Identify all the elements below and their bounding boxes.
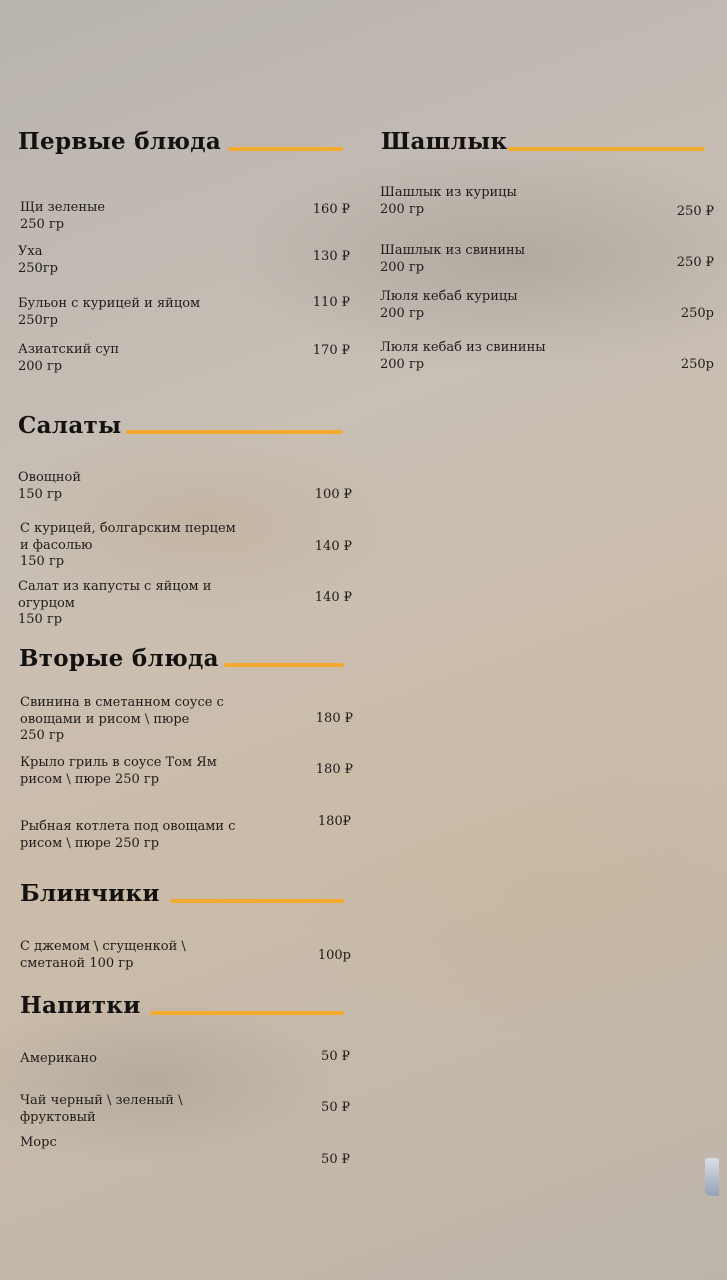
section-title-second: Вторые блюда bbox=[19, 645, 219, 672]
menu-item-price: 100р bbox=[317, 948, 351, 963]
corner-sticker-icon bbox=[705, 1158, 719, 1196]
menu-item-price: 50 ₽ bbox=[321, 1100, 350, 1115]
menu-item-price: 160 ₽ bbox=[312, 202, 350, 217]
menu-item-name: Уха 250гр bbox=[18, 244, 58, 276]
menu-item-price: 250 ₽ bbox=[676, 204, 714, 219]
menu-item-name: Шашлык из свинины 200 гр bbox=[380, 243, 526, 275]
menu-item-name: Рыбная котлета под овощами с рисом \ пюре 250 гр bbox=[20, 819, 236, 851]
menu-item-name: Свинина в сметанном соусе с овощами и рисом \ пюре 250 гр bbox=[20, 695, 224, 743]
menu-item-price: 250р bbox=[680, 357, 714, 372]
section-rule bbox=[126, 430, 343, 434]
menu-item-price: 180 ₽ bbox=[315, 711, 353, 726]
menu-item-name: С джемом \ сгущенкой \ сметаной 100 гр bbox=[20, 939, 186, 971]
menu-item-name: Азиатский суп 200 гр bbox=[18, 342, 120, 374]
menu-item-name: Люля кебаб курицы 200 гр bbox=[380, 289, 518, 321]
menu-item-name: Чай черный \ зеленый \ фруктовый bbox=[20, 1093, 183, 1125]
menu-item-price: 250р bbox=[680, 306, 714, 321]
section-rule bbox=[224, 663, 344, 667]
menu-item-name: Щи зеленые 250 гр bbox=[20, 200, 106, 232]
menu-item-name: Крыло гриль в соусе Том Ям рисом \ пюре 250 гр bbox=[20, 755, 217, 787]
menu-item-name: Овощной 150 гр bbox=[18, 470, 82, 502]
section-rule bbox=[150, 1011, 344, 1015]
menu-item-price: 180₽ bbox=[317, 814, 351, 829]
menu-item-name: Шашлык из курицы 200 гр bbox=[380, 185, 517, 217]
menu-item-price: 110 ₽ bbox=[312, 295, 350, 310]
menu-item-name: С курицей, болгарским перцем и фасолью 150 гр bbox=[20, 521, 236, 569]
menu-item-name: Люля кебаб из свинины 200 гр bbox=[380, 340, 546, 372]
menu-item-name: Бульон с курицей и яйцом 250гр bbox=[18, 296, 201, 328]
menu-item-price: 100 ₽ bbox=[314, 487, 352, 502]
menu-item-price: 180 ₽ bbox=[315, 762, 353, 777]
menu-item-price: 140 ₽ bbox=[314, 539, 352, 554]
section-rule bbox=[228, 147, 343, 151]
section-rule bbox=[170, 899, 344, 903]
menu-item-price: 50 ₽ bbox=[321, 1152, 350, 1167]
menu-item-price: 250 ₽ bbox=[676, 255, 714, 270]
menu-item-price: 50 ₽ bbox=[321, 1049, 350, 1064]
menu-item-name: Американо bbox=[20, 1051, 98, 1066]
section-title-salads: Салаты bbox=[18, 412, 122, 439]
menu-item-price: 170 ₽ bbox=[312, 343, 350, 358]
section-title-shashlik: Шашлык bbox=[381, 128, 508, 155]
menu-item-price: 130 ₽ bbox=[312, 249, 350, 264]
menu-item-name: Салат из капусты с яйцом и огурцом 150 гр bbox=[18, 579, 212, 627]
section-title-pancakes: Блинчики bbox=[20, 880, 160, 907]
section-rule bbox=[508, 147, 705, 151]
menu-item-name: Морс bbox=[20, 1135, 57, 1150]
menu-item-price: 140 ₽ bbox=[314, 590, 352, 605]
section-title-first: Первые блюда bbox=[18, 128, 222, 155]
section-title-drinks: Напитки bbox=[20, 992, 141, 1019]
